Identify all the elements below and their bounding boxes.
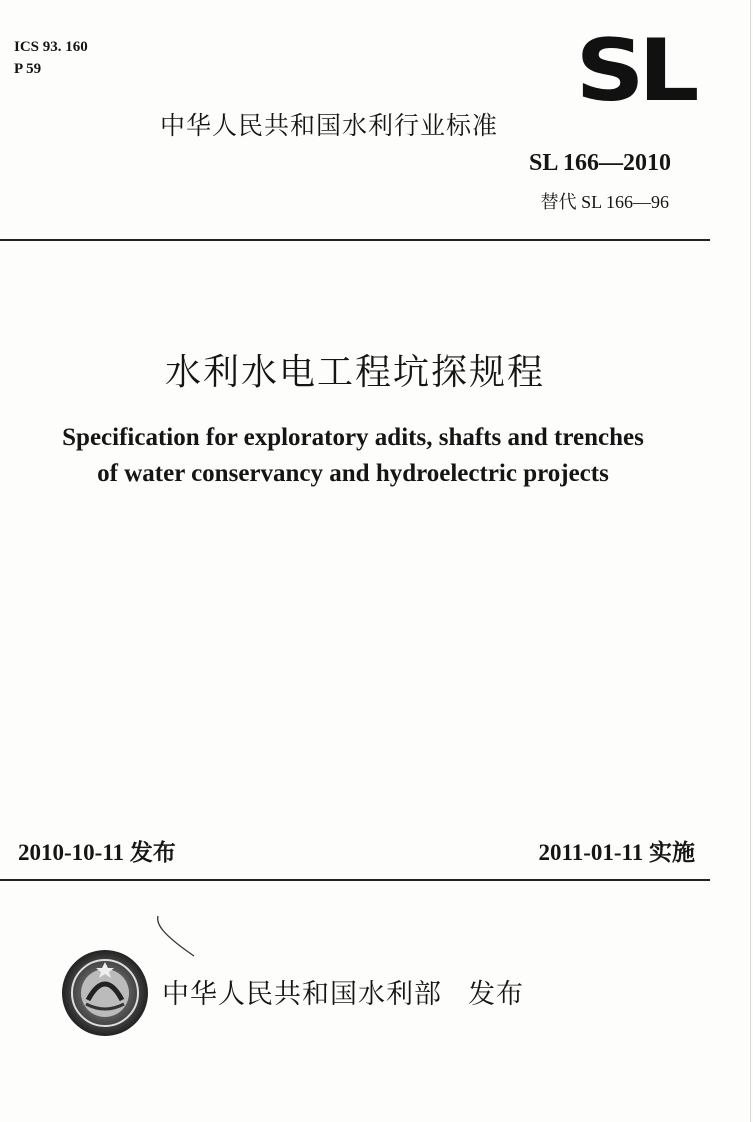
- page-edge-line: [750, 0, 751, 1122]
- sl-logo: SL: [575, 21, 693, 121]
- title-english-line1: Specification for exploratory adits, shafts and trenches: [62, 424, 644, 451]
- implementation-date: 2011-01-11 实施: [538, 840, 695, 865]
- standard-organization: 中华人民共和国水利行业标准: [160, 111, 499, 140]
- footer-divider: [0, 879, 710, 881]
- standard-number: SL 166—2010: [528, 150, 671, 176]
- publisher-name: 中华人民共和国水利部: [162, 979, 442, 1010]
- title-english-line2: of water conservancy and hydroelectric projects: [97, 460, 609, 487]
- title-chinese: 水利水电工程坑探规程: [164, 352, 545, 393]
- header-divider: [0, 239, 710, 241]
- class-code: P 59: [14, 61, 42, 77]
- ministry-seal-icon: [60, 948, 150, 1038]
- title-english: [0, 420, 706, 492]
- ics-code: ICS 93. 160: [14, 39, 88, 55]
- publisher-line: [162, 972, 524, 1011]
- pen-stroke-mark: [148, 912, 208, 962]
- publish-action: 发布: [468, 979, 524, 1010]
- issue-date: 2010-10-11 发布: [18, 840, 176, 865]
- classification-block: [14, 36, 88, 80]
- replaces-standard: 替代 SL 166—96: [540, 192, 669, 212]
